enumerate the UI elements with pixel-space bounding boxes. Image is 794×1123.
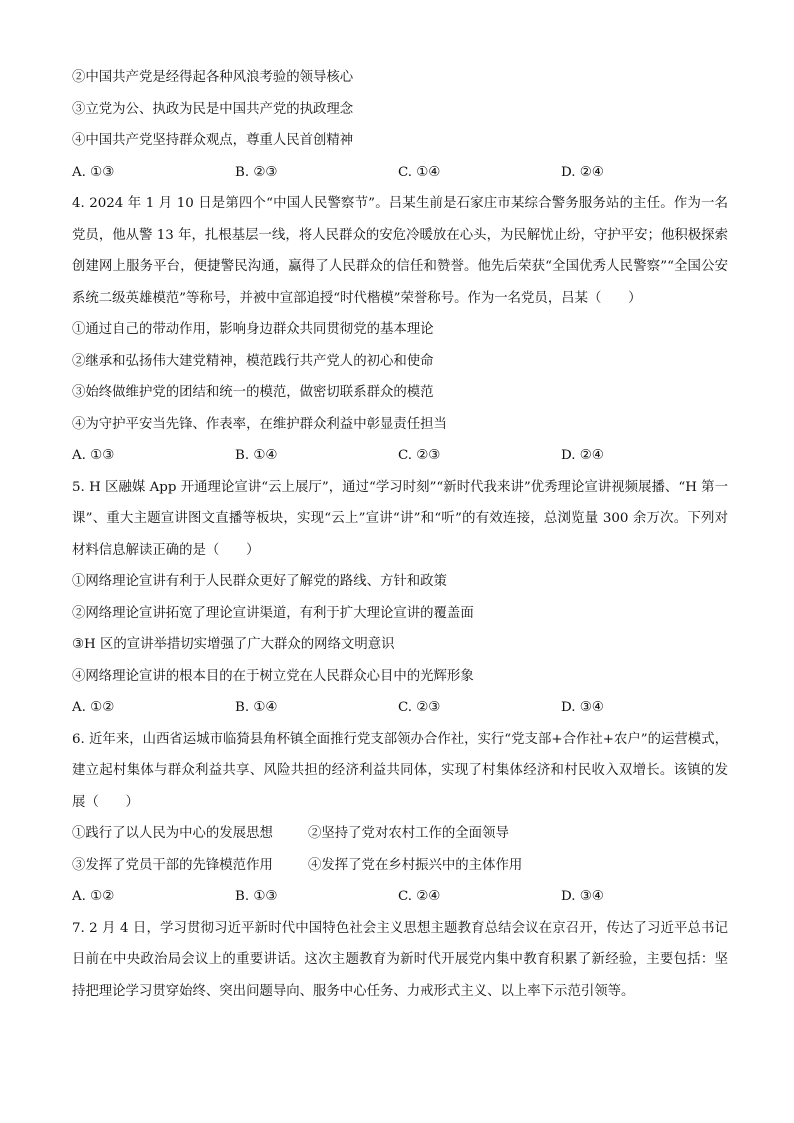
q6-option-a[interactable]: A. ①② [72, 889, 115, 904]
q5-item-2: ②网络理论宣讲拓宽了理论宣讲渠道，有利于扩大理论宣讲的覆盖面 [72, 605, 474, 621]
q3-options [72, 157, 728, 189]
exam-page [72, 62, 728, 1007]
q6-items-row-2 [72, 850, 728, 882]
q3-option-a[interactable]: A. ①③ [72, 164, 115, 180]
q4-item-1: ①通过自己的带动作用，影响身边群众共同贯彻党的基本理论 [72, 322, 434, 337]
q5-options [72, 692, 728, 724]
q6-option-b[interactable]: B. ①③ [235, 889, 278, 904]
q4-item-2: ②继承和弘扬伟大建党精神，模范践行共产党人的初心和使命 [72, 353, 434, 369]
q4-options [72, 440, 728, 472]
q6-items-row-1 [72, 818, 728, 850]
q5-item-3: ③H 区的宣讲举措切实增强了广大群众的网络文明意识 [72, 637, 395, 652]
q6-option-d[interactable]: D. ③④ [561, 889, 604, 904]
q3-option-c[interactable]: C. ①④ [398, 164, 441, 180]
q5-stem: 5. H 区融媒 App 开通理论宣讲“云上展厅”，通过“学习时刻”“新时代我来讲”优秀理论宣讲视频展播、“H 第一课”、重大主题宣讲图文直播等板块，实现“云上”宣讲“讲”和“听”的有效连接，总浏览量 300 余万次。下列对材料信息解读正确的是（ ） [72, 479, 728, 558]
q6-item-2: ②坚持了党对农村工作的全面领导 [308, 826, 509, 841]
q5-option-b[interactable]: B. ①④ [235, 700, 278, 715]
q7-stem: 7. 2 月 4 日，学习贯彻习近平新时代中国特色社会主义思想主题教育总结会议在京召开，传达了习近平总书记日前在中央政治局会议上的重要讲话。这次主题教育为新时代开展党内集中教育积累了新经验，主要包括：坚持把理论学习贯穿始终、突出问题导向、服务中心任务、力戒形式主义、以上率下示范引领等。 [72, 920, 728, 999]
q3-item-4: ④中国共产党坚持群众观点，尊重人民首创精神 [72, 133, 354, 148]
q4-option-d[interactable]: D. ②④ [561, 448, 604, 463]
q5-option-a[interactable]: A. ①② [72, 700, 115, 715]
q6-item-1: ①践行了以人民为中心的发展思想 [72, 826, 273, 841]
q6-item-3: ③发挥了党员干部的先锋模范作用 [72, 857, 273, 873]
q6-options [72, 881, 728, 913]
q5-item-1: ①网络理论宣讲有利于人民群众更好了解党的路线、方针和政策 [72, 574, 447, 589]
q3-item-2: ②中国共产党是经得起各种风浪考验的领导核心 [72, 70, 354, 85]
q5-option-c[interactable]: C. ②③ [398, 700, 441, 715]
q4-item-4: ④为守护平安当先锋、作表率，在维护群众利益中彰显责任担当 [72, 416, 447, 432]
q5-item-4: ④网络理论宣讲的根本目的在于树立党在人民群众心目中的光辉形象 [72, 668, 474, 684]
q4-option-a[interactable]: A. ①③ [72, 448, 115, 463]
q3-item-3: ③立党为公、执政为民是中国共产党的执政理念 [72, 101, 354, 117]
q5-option-d[interactable]: D. ③④ [561, 700, 604, 715]
q4-stem: 4. 2024 年 1 月 10 日是第四个“中国人民警察节”。吕某生前是石家庄市某综合警务服务站的主任。作为一名党员，他从警 13 年，扎根基层一线，将人民群众的安危冷暖放在心头，为民解忧止纷，守护平安；他积极探索创建网上服务平台，便捷警民沟通，赢得了人民群众的信任和赞誉。他先后荣获“全国优秀人民警察”“全国公安系统二级英雄模范”等称号，并被中宣部追授“时代楷模”荣誉称号。作为一名党员，吕某（ ） [72, 196, 728, 306]
q4-option-b[interactable]: B. ①④ [235, 448, 278, 463]
q3-option-d[interactable]: D. ②④ [561, 164, 604, 180]
q3-option-b[interactable]: B. ②③ [235, 164, 278, 180]
q6-option-c[interactable]: C. ②④ [398, 889, 441, 904]
q4-option-c[interactable]: C. ②③ [398, 448, 441, 463]
q6-item-4: ④发挥了党在乡村振兴中的主体作用 [308, 857, 523, 873]
q6-stem: 6. 近年来，山西省运城市临猗县角杯镇全面推行党支部领办合作社，实行“党支部+合作社+农户”的运营模式，建立起村集体与群众利益共享、风险共担的经济利益共同体，实现了村集体经济和村民收入双增长。该镇的发展（ ） [72, 731, 728, 810]
q4-item-3: ③始终做维护党的团结和统一的模范，做密切联系群众的模范 [72, 385, 434, 400]
